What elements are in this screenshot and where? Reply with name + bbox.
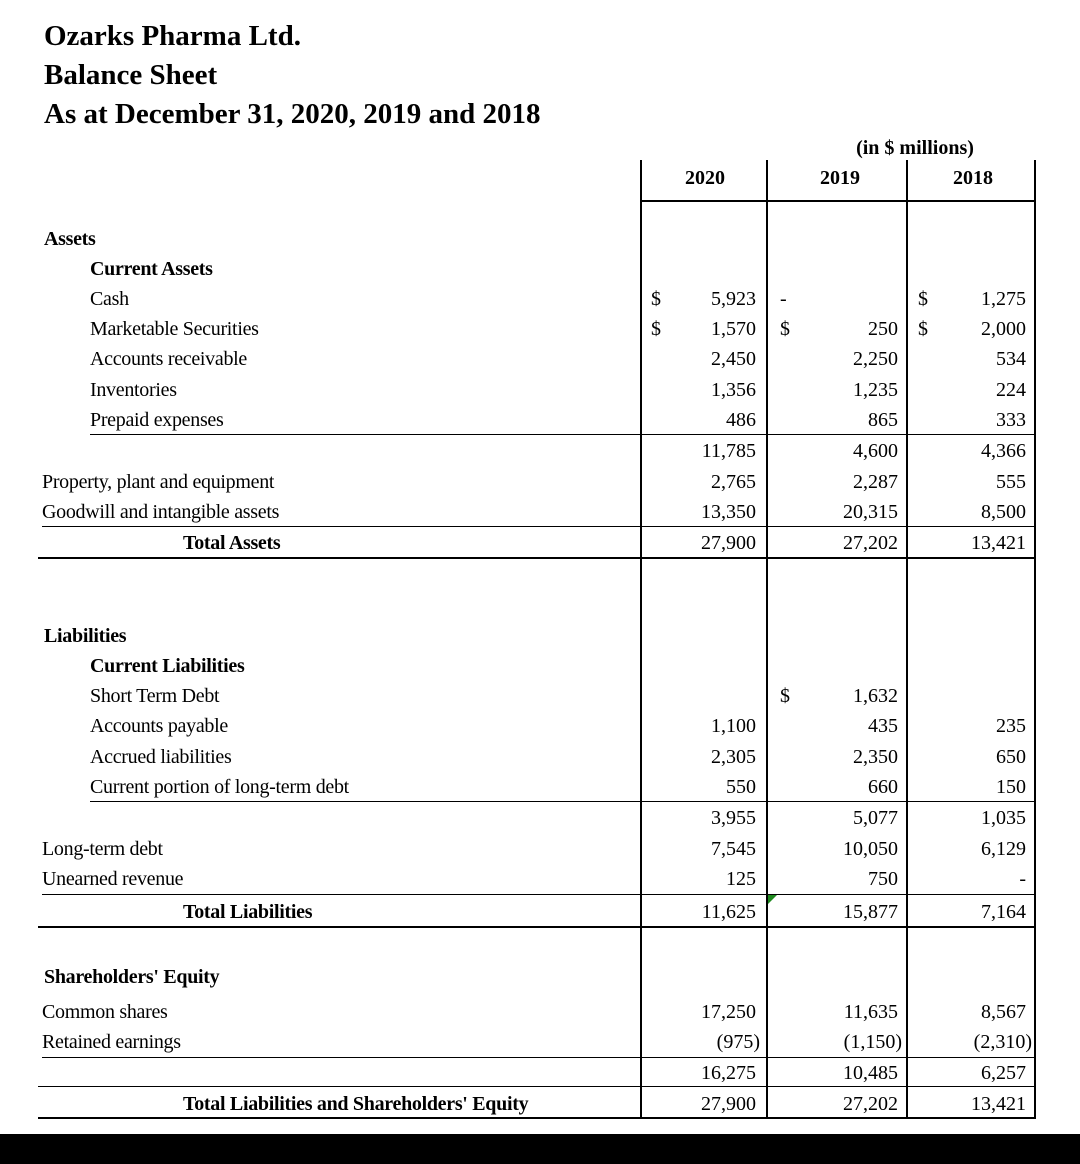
accounts-receivable-2019: 2,250 [853, 348, 898, 370]
bottom-black-bar [0, 1134, 1080, 1164]
long-term-debt-label: Long-term debt [42, 838, 163, 860]
total-assets-label: Total Assets [183, 532, 281, 554]
liabilities-heading: Liabilities [44, 625, 127, 647]
short-term-debt-2019: 1,632 [853, 685, 898, 707]
accounts-payable-label: Accounts payable [90, 715, 228, 737]
retained-earnings-rule [42, 1057, 1036, 1058]
total-assets-2020: 27,900 [701, 532, 756, 554]
total-liabilities-equity-label: Total Liabilities and Shareholders' Equity [183, 1093, 529, 1115]
current-liabilities-rule [90, 801, 1036, 802]
prepaid-expenses-2019: 865 [868, 409, 898, 431]
marketable-securities-2020-currency: $ [651, 318, 661, 340]
retained-earnings-2018: (2,310) [973, 1031, 1032, 1053]
accounts-payable-2020: 1,100 [711, 715, 756, 737]
cash-label: Cash [90, 288, 129, 310]
short-term-debt-label: Short Term Debt [90, 685, 220, 707]
accounts-payable-2019: 435 [868, 715, 898, 737]
inventories-label: Inventories [90, 379, 177, 401]
current-portion-ltd-2018: 150 [996, 776, 1026, 798]
final-total-rule [38, 1117, 1036, 1119]
accrued-liabilities-label: Accrued liabilities [90, 746, 232, 768]
goodwill-2020: 13,350 [701, 501, 756, 523]
year-header-2018: 2018 [953, 167, 993, 189]
inventories-2020: 1,356 [711, 379, 756, 401]
accrued-liabilities-2020: 2,305 [711, 746, 756, 768]
unearned-revenue-2019: 750 [868, 868, 898, 890]
total-liabilities-equity-2018: 13,421 [971, 1093, 1026, 1115]
equity-total-2019: 10,485 [843, 1062, 898, 1084]
short-term-debt-2019-currency: $ [780, 685, 790, 707]
common-shares-2018: 8,567 [981, 1001, 1026, 1023]
cash-2019: - [780, 288, 787, 310]
statement-title: Balance Sheet [44, 59, 218, 91]
common-shares-2019: 11,635 [843, 1001, 898, 1023]
current-liabilities-heading: Current Liabilities [90, 655, 245, 677]
ppe-2020: 2,765 [711, 471, 756, 493]
cash-2020-currency: $ [651, 288, 661, 310]
prepaid-expenses-2020: 486 [726, 409, 756, 431]
current-portion-ltd-2019: 660 [868, 776, 898, 798]
accounts-receivable-2018: 534 [996, 348, 1026, 370]
marketable-securities-2018: 2,000 [981, 318, 1026, 340]
common-shares-label: Common shares [42, 1001, 168, 1023]
long-term-debt-2020: 7,545 [711, 838, 756, 860]
common-shares-2020: 17,250 [701, 1001, 756, 1023]
unearned-revenue-2018: - [1019, 868, 1026, 890]
goodwill-label: Goodwill and intangible assets [42, 501, 280, 523]
goodwill-2019: 20,315 [843, 501, 898, 523]
unearned-revenue-label: Unearned revenue [42, 868, 184, 890]
inventories-2019: 1,235 [853, 379, 898, 401]
unearned-revenue-rule [42, 894, 1036, 895]
cash-2018: 1,275 [981, 288, 1026, 310]
total-liabilities-rule [38, 926, 1036, 928]
total-assets-2019: 27,202 [843, 532, 898, 554]
total-liabilities-2018: 7,164 [981, 901, 1026, 923]
marketable-securities-label: Marketable Securities [90, 318, 259, 340]
column-divider-2019 [906, 160, 908, 1118]
current-assets-total-2019: 4,600 [853, 440, 898, 462]
current-portion-ltd-label: Current portion of long-term debt [90, 776, 349, 798]
total-liabilities-equity-2019: 27,202 [843, 1093, 898, 1115]
ppe-2018: 555 [996, 471, 1026, 493]
current-assets-rule [90, 434, 1036, 435]
accounts-receivable-label: Accounts receivable [90, 348, 247, 370]
assets-heading: Assets [44, 228, 96, 250]
total-liabilities-2019: 15,877 [843, 901, 898, 923]
cash-2018-currency: $ [918, 288, 928, 310]
ppe-2019: 2,287 [853, 471, 898, 493]
current-liabilities-total-2020: 3,955 [711, 807, 756, 829]
total-assets-2018: 13,421 [971, 532, 1026, 554]
long-term-debt-2019: 10,050 [843, 838, 898, 860]
marketable-securities-2018-currency: $ [918, 318, 928, 340]
statement-period: As at December 31, 2020, 2019 and 2018 [44, 98, 541, 130]
total-assets-rule [38, 557, 1036, 559]
equity-total-2018: 6,257 [981, 1062, 1026, 1084]
current-portion-ltd-2020: 550 [726, 776, 756, 798]
ppe-label: Property, plant and equipment [42, 471, 275, 493]
total-liabilities-2020: 11,625 [701, 901, 756, 923]
retained-earnings-2020: (975) [716, 1031, 760, 1053]
total-liabilities-equity-2020: 27,900 [701, 1093, 756, 1115]
goodwill-2018: 8,500 [981, 501, 1026, 523]
year-header-2020: 2020 [685, 167, 725, 189]
current-assets-total-2018: 4,366 [981, 440, 1026, 462]
marketable-securities-2019: 250 [868, 318, 898, 340]
current-liabilities-total-2018: 1,035 [981, 807, 1026, 829]
equity-heading: Shareholders' Equity [44, 966, 220, 988]
unearned-revenue-2020: 125 [726, 868, 756, 890]
goodwill-rule [42, 526, 1036, 527]
current-liabilities-total-2019: 5,077 [853, 807, 898, 829]
cash-2020: 5,923 [711, 288, 756, 310]
marketable-securities-2019-currency: $ [780, 318, 790, 340]
prepaid-expenses-2018: 333 [996, 409, 1026, 431]
retained-earnings-label: Retained earnings [42, 1031, 181, 1053]
header-rule [640, 200, 1036, 202]
retained-earnings-2019: (1,150) [843, 1031, 902, 1053]
accrued-liabilities-2018: 650 [996, 746, 1026, 768]
inventories-2018: 224 [996, 379, 1026, 401]
current-assets-heading: Current Assets [90, 258, 213, 280]
equity-subtotal-rule [38, 1086, 1036, 1087]
accounts-payable-2018: 235 [996, 715, 1026, 737]
accounts-receivable-2020: 2,450 [711, 348, 756, 370]
long-term-debt-2018: 6,129 [981, 838, 1026, 860]
prepaid-expenses-label: Prepaid expenses [90, 409, 224, 431]
column-divider-2020 [766, 160, 768, 1118]
current-assets-total-2020: 11,785 [701, 440, 756, 462]
equity-total-2020: 16,275 [701, 1062, 756, 1084]
company-name: Ozarks Pharma Ltd. [44, 20, 301, 52]
year-header-2019: 2019 [820, 167, 860, 189]
marketable-securities-2020: 1,570 [711, 318, 756, 340]
units-label: (in $ millions) [856, 137, 974, 159]
accrued-liabilities-2019: 2,350 [853, 746, 898, 768]
total-liabilities-label: Total Liabilities [183, 901, 313, 923]
column-divider-right [1034, 160, 1036, 1118]
